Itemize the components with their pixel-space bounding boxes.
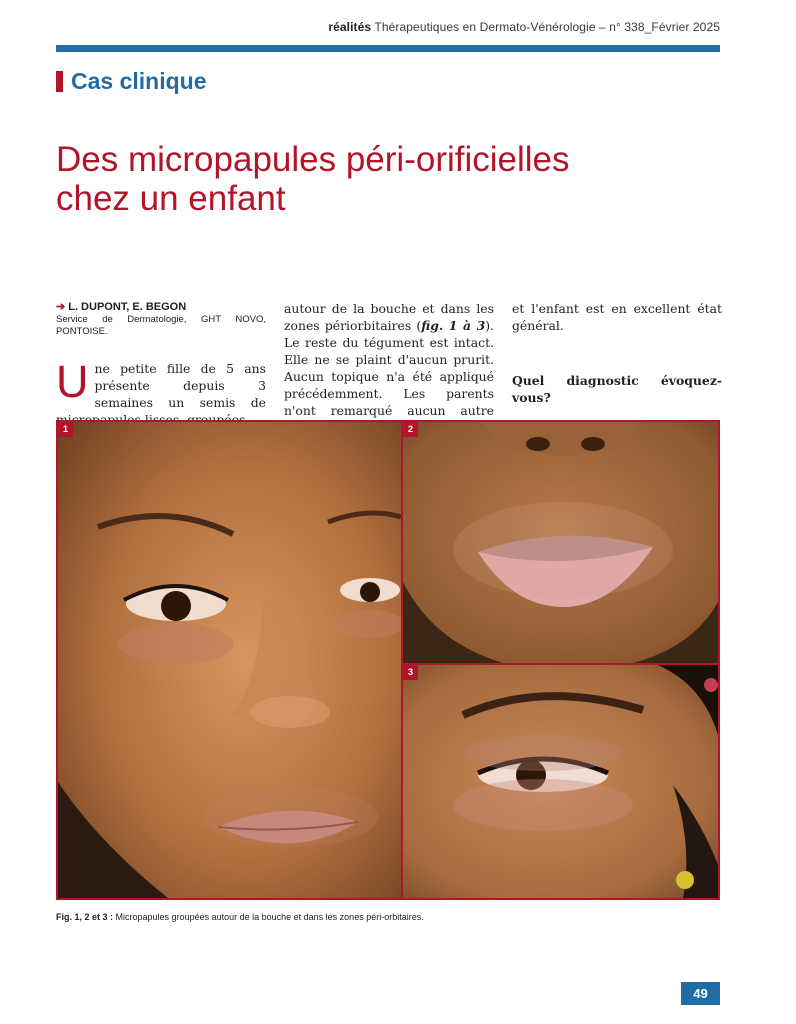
author-affiliation: Service de Dermatologie, GHT NOVO, PONTOISE.: [56, 314, 266, 337]
article-paragraph-2: [284, 300, 494, 436]
panel-2-number: 2: [403, 422, 418, 437]
arrow-icon: ➔: [56, 301, 66, 313]
article-paragraph-1: [56, 356, 266, 428]
journal-brand: réalités: [328, 20, 372, 34]
figure-caption: [56, 912, 424, 922]
panel-3-number: 3: [403, 665, 418, 680]
article-paragraph-3: et l'enfant est en excellent état général.: [512, 301, 722, 333]
text-column-3: [512, 300, 722, 406]
page-number: 49: [681, 982, 720, 1005]
journal-issue: Thérapeutiques en Dermato-Vénérologie – n° 338_Février 2025: [374, 20, 720, 34]
figure-panel-2: [403, 422, 718, 663]
running-header: [328, 20, 720, 34]
section-label: Cas clinique: [71, 67, 207, 94]
col1-text: ne petite fille de 5 ans présente depuis 3 semaines un semis de: [94, 361, 266, 410]
title-line-1: Des micropapules péri-orificielles: [56, 140, 570, 179]
eye-photo: [403, 665, 718, 898]
clinical-figure: [56, 420, 720, 900]
caption-text: Micropapules groupées autour de la bouche et dans les zones péri-orbitaires.: [115, 912, 424, 922]
drop-cap: U: [56, 356, 89, 407]
figure-reference: fig. 1 à 3: [421, 318, 486, 333]
col2-text-a: autour de la bouche et dans les zones périorbitaires (: [284, 301, 494, 333]
caption-label: Fig. 1, 2 et 3 :: [56, 912, 114, 922]
col2-text-b: ). Le reste du tégument est intact. Elle ne se plaint d'aucun prurit. Aucun topique n'a été appliqué précédemment. Les parents n'ont remarqué aucun autre: [284, 318, 494, 418]
figure-panel-1: [58, 422, 401, 898]
face-photo: [58, 422, 401, 898]
text-column-2: [284, 300, 494, 436]
section-marker: [56, 71, 63, 92]
article-title: [56, 140, 716, 218]
author-names: L. DUPONT, E. BEGON: [68, 301, 187, 313]
title-line-2: chez un enfant: [56, 179, 286, 218]
figure-panel-3: [403, 665, 718, 898]
text-column-1: [56, 300, 266, 428]
header-rule: [56, 45, 720, 52]
diagnostic-question: Quel diagnostic évoquez-vous?: [512, 373, 722, 405]
mouth-photo: [403, 422, 718, 663]
panel-1-number: 1: [58, 422, 73, 437]
section-tag: [56, 68, 206, 94]
authors: [56, 300, 266, 314]
